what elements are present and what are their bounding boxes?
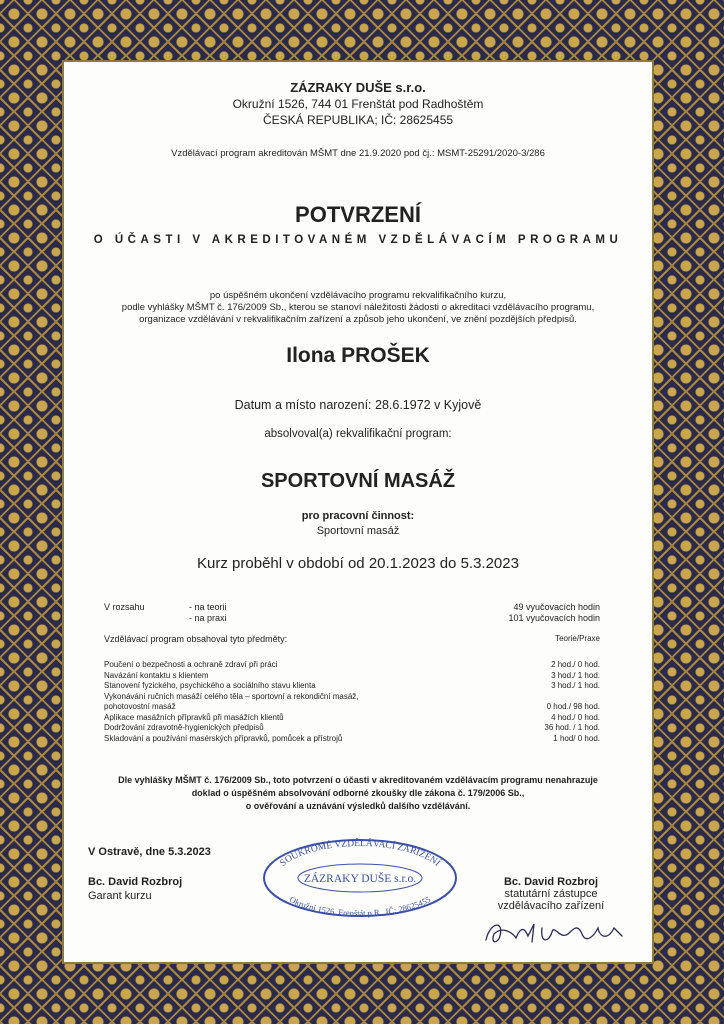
company-address: Okružní 1526, 744 01 Frenštát pod Radhoštěm — [232, 97, 484, 111]
person-name: Ilona PROŠEK — [286, 344, 430, 367]
subject-name: pohotovostní masáž — [104, 702, 176, 711]
accreditation-note: Vzdělávací program akreditován MŠMT dne 21.9.2020 pod čj.: MSMT-25291/2020-3/286 — [171, 148, 545, 159]
subject-name: Poučení o bezpečnosti a ochraně zdraví při práci — [104, 660, 278, 669]
stamp-bottom-text: Okružní 1526, Frenštát p.R., IČ: 28625455 — [287, 894, 433, 919]
subject-name: Aplikace masážních přípravků při masážích klientů — [104, 712, 284, 722]
subject-row — [104, 671, 600, 682]
intro-line: podle vyhlášky MŠMT č. 176/2009 Sb., kterou se stanoví náležitosti žádosti o akreditaci vzdělávacího programu, — [121, 302, 595, 313]
subject-name: Skladování a používání masérských přípravků, pomůcek a přístrojů — [104, 733, 343, 743]
stamp-middle-text: ZÁZRAKY DUŠE s.r.o. — [303, 873, 417, 885]
scope-label: V rozsahu — [104, 602, 145, 612]
signer-right-name: Bc. David Rozbroj — [503, 876, 599, 888]
signer-right-role-2: vzdělávacího zařízení — [497, 900, 605, 912]
subject-hours: 1 hod/ 0 hod. — [553, 733, 600, 743]
intro-line: organizace vzdělávání v rekvalifikačním zařízení a způsob jeho ukončení, ve znění pozdějších předpisů. — [139, 314, 577, 325]
subjects-heading: Vzdělávací program obsahoval tyto předměty: — [104, 634, 288, 644]
subject-hours: 0 hod./ 98 hod. — [546, 702, 600, 711]
theory-hours: 49 vyučovacích hodin — [513, 602, 600, 612]
certificate-subtitle: O ÚČASTI V AKREDITOVANÉM VZDĚLÁVACÍM PROGRAMU — [93, 234, 623, 246]
legal-line: o ověřování a uznávání výsledků dalšího vzdělávání. — [245, 801, 471, 811]
subject-name: Stanovení fyzického, psychického a sociálního stavu klienta — [104, 681, 316, 690]
theory-label: - na teorii — [189, 602, 227, 612]
subject-row — [104, 692, 600, 703]
place-date: V Ostravě, dne 5.3.2023 — [88, 846, 211, 858]
certificate-title: POTVRZENÍ — [295, 202, 421, 227]
signer-right — [486, 876, 616, 912]
practice-label: - na praxi — [189, 613, 227, 623]
signer-left-name: Bc. David Rozbroj — [88, 876, 183, 888]
intro-line: po úspěšném ukončení vzdělávacího programu rekvalifikačního kurzu, — [209, 290, 507, 301]
legal-note — [64, 774, 652, 813]
signer-left-role: Garant kurzu — [88, 890, 152, 902]
subjects-list — [104, 660, 600, 744]
subject-row — [104, 723, 600, 734]
work-label: pro pracovní činnost: — [301, 510, 415, 522]
subject-hours: 3 hod./ 1 hod. — [551, 670, 600, 680]
handwritten-signature — [482, 914, 632, 948]
work-value: Sportovní masáž — [316, 525, 400, 537]
subject-name: Vykonávání ručních masáží celého těla – sportovní a rekondiční masáž, — [104, 691, 359, 701]
subject-row — [104, 702, 600, 713]
subject-hours: 36 hod. / 1 hod. — [544, 723, 600, 732]
practice-hours: 101 vyučovacích hodin — [508, 613, 600, 623]
company-name: ZÁZRAKY DUŠE s.r.o. — [290, 80, 426, 95]
official-stamp — [260, 836, 460, 920]
program-name: SPORTOVNÍ MASÁŽ — [260, 470, 456, 492]
subject-name: Navázání kontaktu s klientem — [104, 670, 209, 680]
subjects-column-header: Teorie/Praxe — [555, 634, 600, 643]
intro-text — [64, 290, 652, 326]
subject-row — [104, 660, 600, 671]
subject-row — [104, 681, 600, 692]
stamp-top-text: SOUKROMÉ VZDĚLÁVACÍ ZAŘÍZENÍ — [278, 838, 442, 869]
birth-info: Datum a místo narození: 28.6.1972 v Kyjově — [234, 398, 482, 412]
subject-hours: 2 hod./ 0 hod. — [551, 660, 600, 669]
legal-line: doklad o úspěšném absolvování odborné zkoušky dle zákona č. 179/2006 Sb., — [191, 788, 525, 798]
legal-line: Dle vyhlášky MŠMT č. 176/2009 Sb., toto potvrzení o účasti v akreditovaném vzdělávacím programu nenahrazuje — [118, 775, 598, 785]
signer-right-role: statutární zástupce — [504, 888, 598, 900]
course-period: Kurz proběhl v období od 20.1.2023 do 5.3.2023 — [197, 555, 519, 572]
subject-row — [104, 734, 600, 745]
subject-hours: 3 hod./ 1 hod. — [551, 681, 600, 690]
subject-hours: 4 hod./ 0 hod. — [551, 712, 600, 722]
subject-name: Dodržování zdravotně-hygienických předpisů — [104, 723, 264, 732]
certificate-paper — [64, 62, 652, 962]
completed-label: absolvoval(a) rekvalifikační program: — [264, 428, 452, 440]
company-country-id: ČESKÁ REPUBLIKA; IČ: 28625455 — [262, 113, 454, 127]
subject-row — [104, 713, 600, 724]
